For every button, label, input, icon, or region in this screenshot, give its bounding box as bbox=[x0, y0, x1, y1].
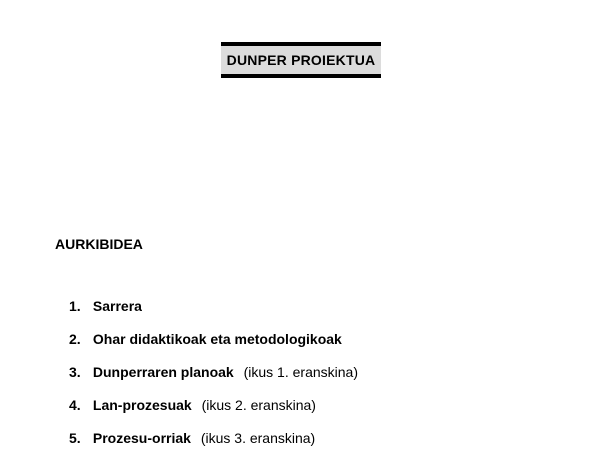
toc-item-number: 1. bbox=[69, 298, 81, 314]
toc-item-prozesu-orriak bbox=[69, 430, 358, 463]
toc-item-label: Sarrera bbox=[92, 298, 142, 314]
toc-item-lan-prozesuak bbox=[69, 397, 358, 430]
toc-item-label: Lan-prozesuak bbox=[92, 397, 192, 413]
toc-list bbox=[69, 298, 358, 463]
document-title: DUNPER PROIEKTUA bbox=[226, 52, 376, 68]
toc-item-dunperraren-planoak bbox=[69, 364, 358, 397]
toc-item-number: 5. bbox=[69, 430, 81, 446]
toc-item-label: Dunperraren planoak bbox=[92, 364, 234, 380]
toc-item-reference: (ikus 3. eranskina) bbox=[200, 430, 316, 446]
toc-item-number: 3. bbox=[69, 364, 81, 380]
toc-item-ohar-didaktikoak bbox=[69, 331, 358, 364]
document-title-box bbox=[221, 42, 381, 78]
toc-item-reference: (ikus 1. eranskina) bbox=[243, 364, 358, 380]
toc-item-number: 4. bbox=[69, 397, 81, 413]
toc-item-sarrera bbox=[69, 298, 358, 331]
toc-heading: AURKIBIDEA bbox=[55, 236, 143, 252]
toc-item-reference: (ikus 2. eranskina) bbox=[201, 397, 316, 413]
toc-item-label: Prozesu-orriak bbox=[92, 430, 191, 446]
toc-item-number: 2. bbox=[69, 331, 81, 347]
toc-item-label: Ohar didaktikoak eta metodologikoak bbox=[92, 331, 342, 347]
